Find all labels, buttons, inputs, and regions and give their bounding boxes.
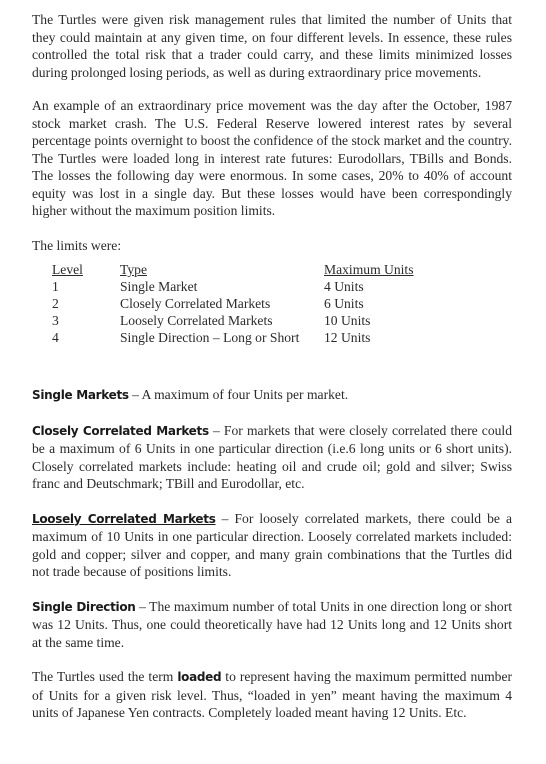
cell-maximum-units: 12 Units [324, 330, 371, 345]
document-page [32, 11, 512, 722]
limits-table [52, 261, 424, 346]
header-maximum-units: Maximum Units [324, 262, 414, 277]
single-direction-text: – The maximum number of total Units in one direction long or short was 12 Units. Thus, one could theoretically have had 12 Units long and 12 Units short at the same time. [32, 598, 512, 650]
definitions-section [32, 386, 512, 722]
limits-intro: The limits were: [32, 237, 122, 253]
cell-level: 3 [52, 313, 59, 328]
cell-level: 2 [52, 296, 59, 311]
table-row [52, 278, 424, 295]
cell-maximum-units: 4 Units [324, 279, 364, 294]
closely-correlated-term: Closely Correlated Markets [32, 423, 209, 438]
cell-type: Single Direction – Long or Short [120, 330, 300, 345]
limits-table-header-row [52, 261, 424, 278]
loosely-correlated-term: Loosely Correlated Markets [32, 511, 216, 526]
header-level: Level [52, 262, 83, 277]
single-markets-term: Single Markets [32, 388, 129, 402]
cell-type: Loosely Correlated Markets [120, 313, 273, 328]
risk-rules-paragraph: The Turtles were given risk management rules that limited the number of Units that they could maintain at any given time, on four different levels. In essence, these rules controlled the total risk that a trader could carry, and these limits minimized losses during prolonged losing periods, as well as during extraordinary price movements. [32, 12, 512, 80]
single-direction-term: Single Direction [32, 599, 136, 614]
cell-level: 4 [52, 330, 59, 345]
table-row [52, 329, 424, 346]
loosely-correlated-definition [32, 510, 512, 581]
single-markets-text: – A maximum of four Units per market. [128, 387, 349, 402]
loaded-term: loaded [177, 670, 222, 684]
cell-maximum-units: 10 Units [324, 313, 371, 328]
table-row [52, 312, 424, 329]
single-direction-definition [32, 598, 512, 652]
cell-level: 1 [52, 279, 59, 294]
table-row [52, 295, 424, 312]
loaded-text-before: The Turtles used the term [32, 669, 178, 684]
loaded-paragraph [32, 668, 512, 722]
price-movement-example-paragraph: An example of an extraordinary price movement was the day after the October, 1987 stock market crash. The U.S. Federal Reserve lowered interest rates by several percentage points overnight to boost the confidence of the stock market and the country. The Turtles were loaded long in interest rate futures: Eurodollars, TBills and Bonds. The losses the following day were enormous. In some cases, 20% to 40% of account equity was lost in a single day. But these losses would have been correspondingly higher without the maximum position limits. [32, 98, 512, 218]
single-markets-definition [32, 386, 512, 405]
closely-correlated-definition [32, 422, 512, 493]
cell-maximum-units: 6 Units [324, 296, 364, 311]
cell-type: Single Market [120, 279, 198, 294]
closely-correlated-text: – For markets that were closely correlated there could be a maximum of 6 Units in one particular direction (i.e.6 long units or 6 short units). Closely correlated markets include: heating oil and crude oil; gold and silver; Swiss franc and Deutschmark; TBill and Eurodollar, etc. [32, 422, 512, 491]
cell-type: Closely Correlated Markets [120, 296, 271, 311]
loaded-text-after: to represent having the maximum permitted number of Units for a given risk level. Thus, “loaded in yen” meant having the maximum 4 units of Japanese Yen contracts. Completely loaded meant having 12 Units. Etc. [32, 669, 513, 720]
header-type: Type [120, 262, 147, 277]
loosely-correlated-text: – For loosely correlated markets, there could be a maximum of 10 Units in one particular direction. Loosely correlated markets included: gold and copper; silver and copper, and many grain combinations that the Turtles did not trade because of positions limits. [32, 510, 512, 579]
